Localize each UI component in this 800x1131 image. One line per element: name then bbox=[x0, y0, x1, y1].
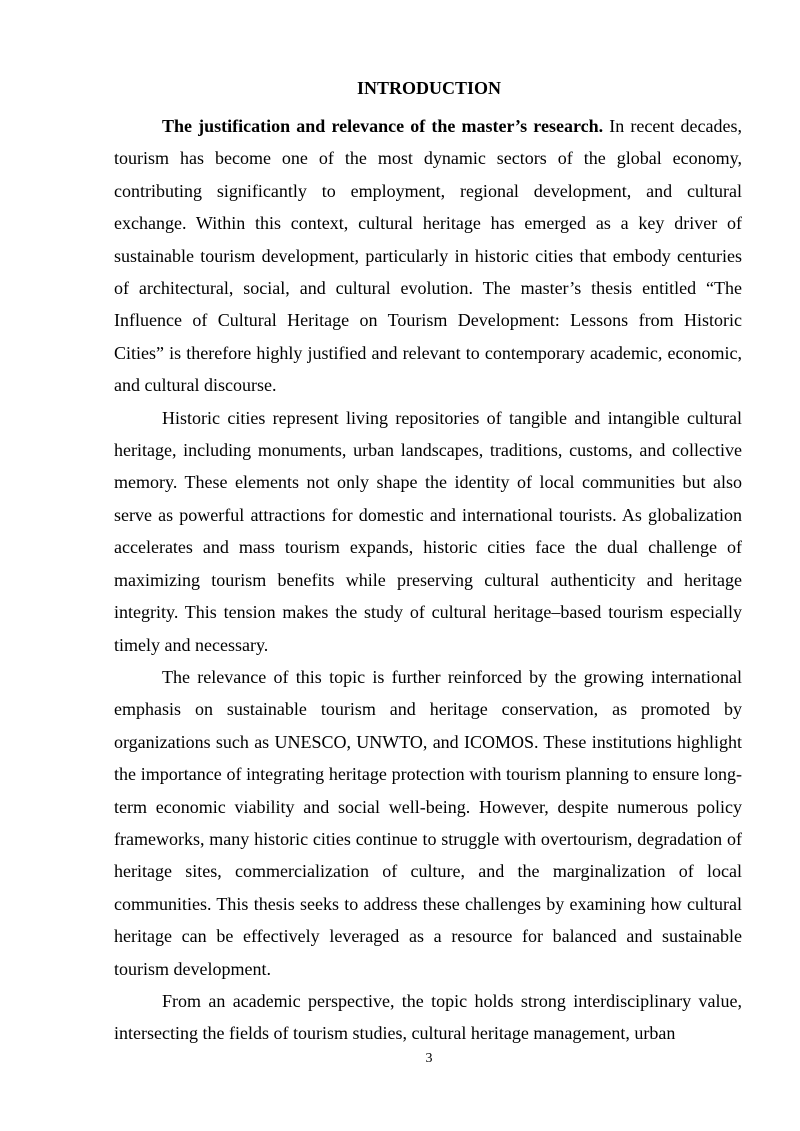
paragraph-text: From an academic perspective, the topic holds strong interdisciplinary value, intersecting the fields of tourism studies, cultural heritage management, urban bbox=[114, 990, 742, 1044]
paragraph-lead: The justification and relevance of the master’s research. bbox=[162, 116, 604, 136]
paragraph-text: Historic cities represent living repositories of tangible and intangible cultural heritage, including monuments, urban landscapes, traditions, customs, and collective memory. These elements not only shape the identity of local communities but also serve as powerful attractions for domestic and international tourists. As globalization accelerates and mass tourism expands, historic cities face the dual challenge of maximizing tourism benefits while preserving cultural authenticity and heritage integrity. This tension makes the study of cultural heritage–based tourism especially timely and necessary. bbox=[114, 407, 742, 655]
page-number: 3 bbox=[425, 1051, 433, 1066]
section-heading: INTRODUCTION bbox=[356, 78, 502, 98]
paragraph-relevance bbox=[114, 661, 742, 985]
paragraph-text: The relevance of this topic is further reinforced by the growing international emphasis on sustainable tourism and heritage conservation, as promoted by organizations such as UNESCO, UNWTO, and ICOMOS. These institutions highlight the importance of integrating heritage protection with tourism planning to ensure long-term economic viability and social well-being. However, despite numerous policy frameworks, many historic cities continue to struggle with overtourism, degradation of heritage sites, commercialization of culture, and the marginalization of local communities. This thesis seeks to address these challenges by examining how cultural heritage can be effectively leveraged as a resource for balanced and sustainable tourism development. bbox=[114, 666, 742, 979]
paragraph-academic-perspective bbox=[114, 985, 742, 1050]
paragraph-historic-cities bbox=[114, 402, 742, 661]
paragraph-justification bbox=[114, 110, 742, 402]
body-text bbox=[114, 110, 742, 1050]
paragraph-text: In recent decades, tourism has become one of the most dynamic sectors of the global economy, contributing significantly to employment, regional development, and cultural exchange. Within this context, cultural heritage has emerged as a key driver of sustainable tourism development, particularly in historic cities that embody centuries of architectural, social, and cultural evolution. The master’s thesis entitled “The Influence of Cultural Heritage on Tourism Development: Lessons from Historic Cities” is therefore highly justified and relevant to contemporary academic, economic, and cultural discourse. bbox=[114, 116, 742, 396]
